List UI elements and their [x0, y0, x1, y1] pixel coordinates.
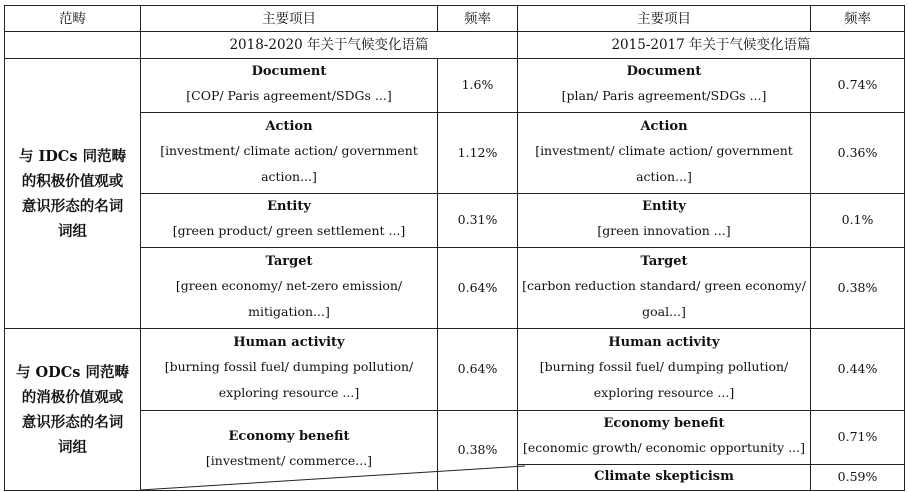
item-cell [141, 194, 438, 248]
item-name: Human activity [233, 335, 345, 351]
freq-cell: 0.1% [811, 194, 905, 248]
item-examples: [burning fossil fuel/ dumping pollution/ exploring resource ...] [539, 359, 789, 401]
header-freq-right: 频率 [811, 6, 905, 32]
item-examples: [investment/ commerce...] [205, 453, 373, 469]
freq-cell: 0.64% [438, 329, 518, 410]
freq-cell: 0.74% [811, 58, 905, 112]
category-label: 与 ODCs 同范畴的消极价值观或意识形态的名词词组 [15, 363, 129, 456]
item-examples: [plan/ Paris agreement/SDGs ...] [561, 88, 767, 104]
item-examples: [green innovation ...] [597, 223, 731, 239]
item-examples: [green product/ green settlement ...] [172, 223, 406, 239]
diagonal-rule [140, 464, 526, 492]
item-cell [141, 329, 438, 410]
item-cell [141, 247, 438, 328]
table-row [5, 329, 905, 410]
freq-cell: 0.38% [438, 410, 518, 490]
freq-cell: 0.44% [811, 329, 905, 410]
item-name: Action [640, 118, 688, 134]
item-name: Target [640, 254, 688, 270]
header-freq-left: 频率 [438, 6, 518, 32]
freq-cell: 0.59% [811, 464, 905, 490]
item-cell [141, 58, 438, 112]
diagonal-line [140, 466, 525, 490]
header-row [5, 6, 905, 32]
item-cell [518, 194, 811, 248]
item-name: Document [251, 64, 327, 80]
item-name: Entity [267, 199, 311, 215]
item-cell [141, 112, 438, 193]
freq-cell: 0.36% [811, 112, 905, 193]
freq-cell: 0.71% [811, 410, 905, 464]
item-name: Economy benefit [228, 429, 350, 445]
category-cell-negative [5, 329, 141, 491]
item-cell [518, 58, 811, 112]
item-examples: [green economy/ net-zero emission/ mitigation...] [175, 278, 403, 320]
item-examples: [burning fossil fuel/ dumping pollution/ exploring resource ...] [164, 359, 414, 401]
item-cell [518, 410, 811, 464]
item-examples: [investment/ climate action/ government action...] [160, 142, 418, 184]
item-name: Human activity [608, 335, 720, 351]
category-label: 与 IDCs 同范畴的积极价值观或意识形态的名词词组 [18, 147, 127, 240]
period-row [5, 32, 905, 58]
item-cell [518, 112, 811, 193]
item-cell [518, 329, 811, 410]
period-empty [5, 32, 141, 58]
header-item-right: 主要项目 [518, 6, 811, 32]
item-examples: [COP/ Paris agreement/SDGs ...] [186, 88, 392, 104]
item-name: Climate skepticism [594, 469, 734, 485]
item-cell [518, 464, 811, 490]
freq-cell: 0.31% [438, 194, 518, 248]
table-row [5, 58, 905, 112]
freq-cell: 0.64% [438, 247, 518, 328]
header-item-left: 主要项目 [141, 6, 438, 32]
item-cell [518, 247, 811, 328]
period-left: 2018-2020 年关于气候变化语篇 [141, 32, 518, 58]
item-examples: [economic growth/ economic opportunity ...] [523, 440, 805, 456]
freq-cell: 1.12% [438, 112, 518, 193]
item-name: Action [265, 118, 313, 134]
item-name: Target [265, 254, 313, 270]
item-name: Entity [642, 199, 686, 215]
category-cell-positive [5, 58, 141, 328]
item-name: Document [626, 64, 702, 80]
freq-cell: 1.6% [438, 58, 518, 112]
freq-cell: 0.38% [811, 247, 905, 328]
comparison-table [4, 5, 905, 491]
item-examples: [investment/ climate action/ government action...] [535, 142, 793, 184]
item-name: Economy benefit [603, 416, 725, 432]
item-examples: [carbon reduction standard/ green economy/ goal...] [522, 278, 806, 320]
header-category: 范畴 [5, 6, 141, 32]
period-right: 2015-2017 年关于气候变化语篇 [518, 32, 905, 58]
